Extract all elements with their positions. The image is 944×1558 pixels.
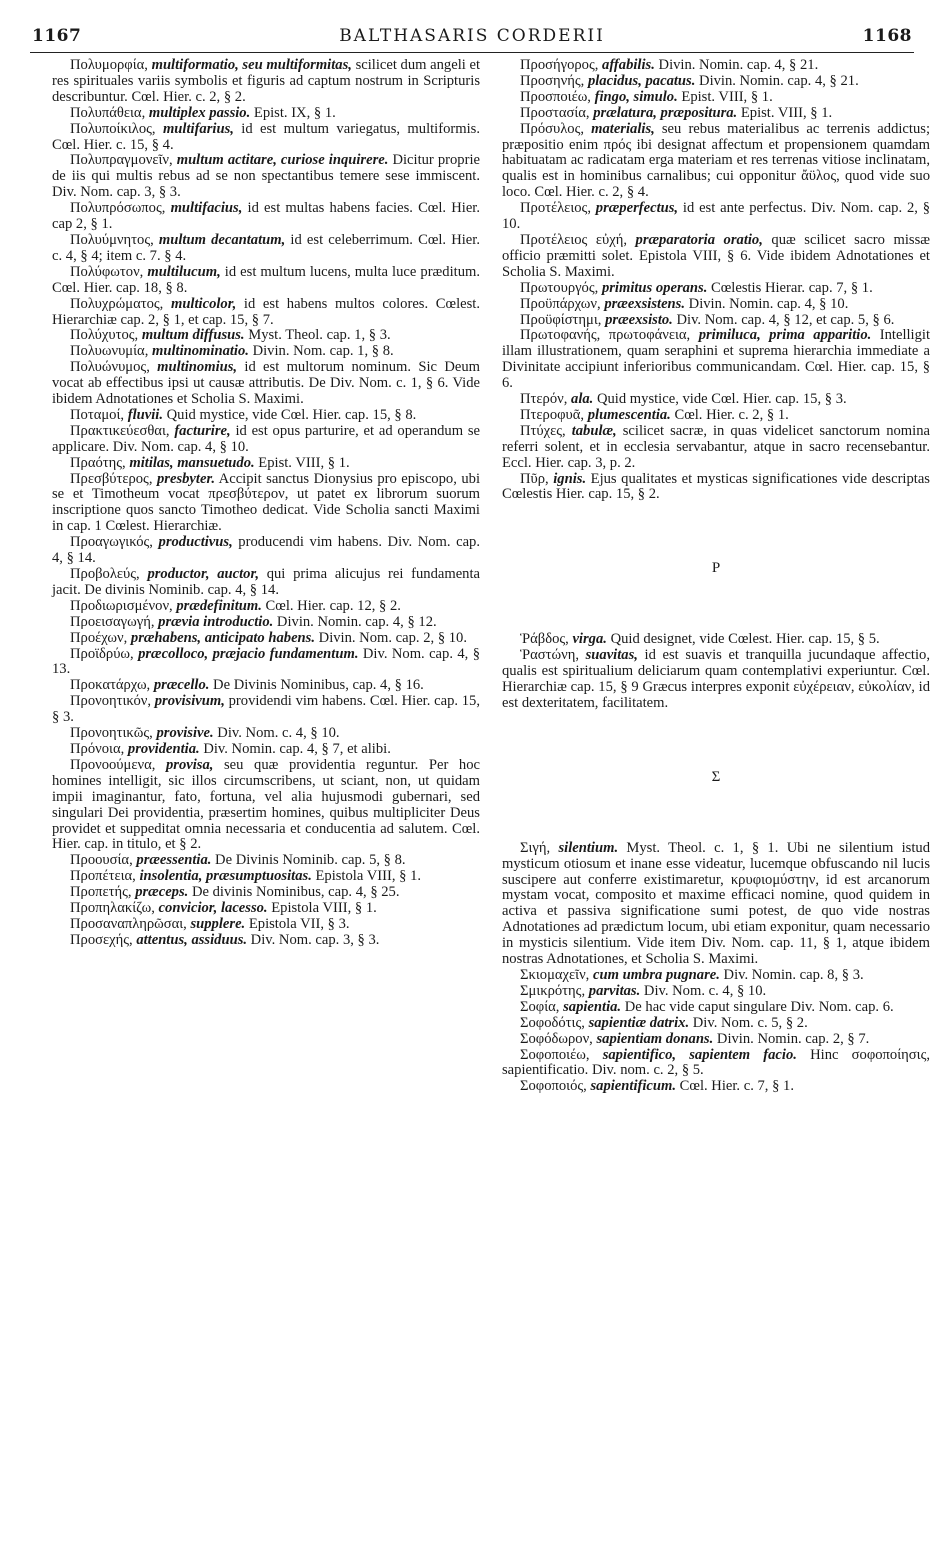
latin-gloss: sapientifico, sapientem facio. <box>602 1046 797 1063</box>
dictionary-entry <box>52 233 480 265</box>
latin-gloss: primitus operans. <box>601 279 708 296</box>
dictionary-entry <box>52 472 480 536</box>
greek-headword: Προστασία, <box>520 104 590 121</box>
section-spacer <box>502 503 930 561</box>
entry-text: Divin. Nomin. cap. 4, § 12. <box>273 613 437 630</box>
latin-gloss: fingo, simulo. <box>594 88 678 105</box>
entry-text: Div. Nom. c. 4, § 10. <box>213 725 340 742</box>
latin-gloss: multiplex passio. <box>148 104 251 121</box>
greek-headword: Προουσία, <box>70 852 133 869</box>
greek-headword: Πραότης, <box>70 454 126 471</box>
latin-gloss: prævia introductio. <box>158 613 274 630</box>
greek-headword: Προσηνής, <box>520 72 585 89</box>
latin-gloss: silentium. <box>558 839 619 856</box>
entry-text: Div. Nomin. cap. 4, § 7, et alibi. <box>199 740 391 757</box>
dictionary-entry <box>502 392 930 408</box>
greek-headword: Προνοητικόν, <box>70 693 152 710</box>
greek-headword: Πολυωνυμία, <box>70 343 149 360</box>
entry-text: Divin. Nom. cap. 1, § 8. <box>248 343 394 360</box>
latin-gloss: præexsistens. <box>604 295 685 312</box>
entry-text: Epist. VIII, § 1. <box>737 104 833 121</box>
entry-text: Myst. Theol. c. 1, § 1. Ubi ne silentium istud mysticum otiosum et inane esse videatur, lucemque obfuscando nil lucis suscipere aut conferre existimaretur, κρυφιομύστην, id est arcanorum mystam vocat, composito et maxime efficaci nomine, quod quidem in activa et passiva significatione sumi potest, de quo vide nostras Adnotationes ad prædictum locum, ubi etiam exponitur, quam necessario in mysticis silentium. Vide item Div. Nom. cap. 11, § 1, atque ibidem nostras Adnotationes, et Scholia S. Maximi. <box>502 839 931 968</box>
left-column <box>52 58 480 949</box>
greek-headword: Πολυπραγμονεῖν, <box>70 152 173 169</box>
entry-text: Quid designet, vide Cœlest. Hier. cap. 15, § 5. <box>606 631 880 648</box>
section-spacer <box>502 786 930 841</box>
greek-headword: Σοφόδωρον, <box>520 1030 593 1047</box>
dictionary-entry <box>502 201 930 233</box>
latin-gloss: attentus, assiduus. <box>136 931 248 948</box>
greek-headword: Προϋφίστημι, <box>520 311 602 328</box>
dictionary-entry <box>502 984 930 1000</box>
entry-text: Divin. Nomin. cap. 4, § 21. <box>654 57 819 73</box>
latin-gloss: supplere. <box>190 915 246 932</box>
greek-headword: Πρόσυλος, <box>520 120 585 137</box>
latin-gloss: providentia. <box>127 740 200 757</box>
entry-text: Quid mystice, vide Cœl. Hier. cap. 15, § 3. <box>593 391 847 408</box>
dictionary-entry <box>502 122 930 202</box>
latin-gloss: ignis. <box>553 470 587 487</box>
dictionary-entry <box>52 694 480 726</box>
dictionary-entry <box>502 297 930 313</box>
greek-headword: Προνοούμενα, <box>70 756 156 773</box>
latin-gloss: multifarius, <box>162 120 234 137</box>
latin-gloss: præceps. <box>135 884 189 901</box>
dictionary-entry <box>502 328 930 392</box>
dictionary-entry <box>52 106 480 122</box>
page-number-left: 1167 <box>32 26 82 46</box>
dictionary-entry <box>52 869 480 885</box>
entry-text: Divin. Nomin. cap. 4, § 10. <box>685 295 849 312</box>
dictionary-entry <box>52 647 480 679</box>
section-letter-rho: P <box>711 560 721 577</box>
dictionary-entry <box>502 1032 930 1048</box>
entry-text: Epistola VII, § 3. <box>245 915 350 932</box>
greek-headword: Προβολεύς, <box>70 566 140 582</box>
latin-gloss: præessentia. <box>136 852 212 869</box>
greek-headword: Πρωτοφανής, πρωτοφάνεια, <box>520 327 691 344</box>
entry-text: scilicet sacræ, in quas videlicet sanctorum nomina referri solent, et in ecclesia servabantur, atque in sacro recensebantur. Eccl. Hier. cap. 3, p. 2. <box>502 422 930 471</box>
entry-text: Div. Nom. c. 4, § 10. <box>640 982 767 999</box>
latin-gloss: præperfectus, <box>595 200 679 217</box>
entry-text: id est multum variegatus, multiformis. Cœl. Hier. c. 15, § 4. <box>52 120 480 153</box>
latin-gloss: præhabens, anticipato habens. <box>130 629 315 646</box>
greek-headword: Προπέτεια, <box>70 868 136 885</box>
latin-gloss: provisivum, <box>154 693 225 710</box>
entry-text: id est multorum nominum. Sic Deum vocat ab effectibus ipsi ut causæ attributis. De Div. Nom. c. 1, § 6. Vide ibidem Adnotationes et Scholia S. Maximi. <box>52 359 480 408</box>
greek-headword: Προϊδρύω, <box>70 645 134 662</box>
entry-text: id est multum lucens, multa luce præditum. Cœl. Hier. cap. 18, § 8. <box>52 263 480 296</box>
entry-text: Ejus qualitates et mysticas significationes vide descriptas Cœlestis Hier. cap. 15, § 2. <box>502 470 930 503</box>
latin-gloss: provisive. <box>156 725 214 742</box>
latin-gloss: multum decantatum, <box>158 231 286 248</box>
section-letter-sigma: Σ <box>711 768 721 785</box>
latin-gloss: primiluca, prima apparitio. <box>698 327 872 344</box>
entry-text: qui prima alicujus rei fundamenta jacit. De divinis Nominib. cap. 4, § 14. <box>52 566 480 598</box>
greek-headword: Προπετής, <box>70 884 132 901</box>
greek-headword: Σοφοποιός, <box>520 1078 587 1095</box>
right-column-entries <box>502 58 930 503</box>
entry-text: De hac vide caput singulare Div. Nom. cap. 6. <box>621 998 894 1015</box>
latin-gloss: presbyter. <box>157 470 215 487</box>
dictionary-entry <box>52 917 480 933</box>
dictionary-entry <box>52 599 480 615</box>
greek-headword: Προτέλειος εὐχή, <box>520 231 627 248</box>
entry-text: Quid mystice, vide Cœl. Hier. cap. 15, § 8. <box>162 406 417 423</box>
greek-headword: Πολυπάθεια, <box>70 104 146 121</box>
entry-text: Div. Nom. cap. 3, § 3. <box>247 931 380 948</box>
dictionary-entry <box>52 615 480 631</box>
greek-headword: Ῥάβδος, <box>520 631 569 648</box>
entry-text: De divinis Nominibus, cap. 4, § 25. <box>188 884 400 901</box>
dictionary-entry <box>52 742 480 758</box>
greek-headword: Πολυώνυμος, <box>70 359 150 376</box>
entry-text: Divin. Nom. cap. 2, § 10. <box>315 629 468 646</box>
latin-gloss: præcolloco, præjacio fundamentum. <box>138 645 359 662</box>
latin-gloss: suavitas, <box>585 647 638 664</box>
entry-text: producendi vim habens. Div. Nom. cap. 4, § 14. <box>52 534 480 567</box>
greek-headword: Προέχων, <box>70 629 128 646</box>
greek-headword: Πρεσβύτερος, <box>70 470 153 487</box>
entry-text: Myst. Theol. cap. 1, § 3. <box>244 327 391 344</box>
dictionary-entry <box>52 901 480 917</box>
greek-headword: Προπηλακίζω, <box>70 900 155 917</box>
greek-headword: Προδιωρισμένον, <box>70 597 173 614</box>
running-header <box>30 22 914 52</box>
section-spacer <box>502 577 930 632</box>
entry-text: Accipit sanctus Dionysius pro episcopo, ubi se et Timotheum vocat πρεσβύτερον, ut patet ex librorum suorum inscriptione quos sancto Timotheo dedicat. Vide Scholia sancti Maximi in cap. 1 Cœlest. Hierarchiæ. <box>52 470 481 535</box>
dictionary-entry <box>502 968 930 984</box>
latin-gloss: ala. <box>571 391 594 408</box>
greek-headword: Πολύχυτος, <box>70 327 139 344</box>
sigma-entries <box>502 841 930 1096</box>
entry-text: Div. Nomin. cap. 8, § 3. <box>719 966 864 983</box>
dictionary-entry <box>52 122 480 154</box>
entry-text: Div. Nom. c. 5, § 2. <box>689 1014 808 1031</box>
greek-headword: Πτεροφυᾶ, <box>520 406 585 423</box>
dictionary-entry <box>52 933 480 949</box>
entry-text: Dicitur proprie de iis qui multis rebus ad se non spectantibus temere sese immiscent. Div. Nom. cap. 3, § 3. <box>52 152 480 201</box>
dictionary-entry <box>502 648 930 712</box>
entry-text: id est multas habens facies. Cœl. Hier. cap 2, § 1. <box>52 200 481 233</box>
section-spacer <box>502 712 930 770</box>
rho-entries <box>502 632 930 712</box>
latin-gloss: productor, auctor, <box>147 566 259 582</box>
greek-headword: Προϋπάρχων, <box>520 295 601 312</box>
entry-text: Divin. Nomin. cap. 4, § 21. <box>695 72 859 89</box>
greek-headword: Προσαναπληρῶσαι, <box>70 915 187 932</box>
entry-text: Div. Nom. cap. 4, § 12, et cap. 5, § 6. <box>672 311 895 328</box>
latin-gloss: multinominatio. <box>152 343 249 360</box>
latin-gloss: productivus, <box>158 534 233 551</box>
latin-gloss: sapientificum. <box>590 1078 677 1095</box>
dictionary-entry <box>502 106 930 122</box>
entry-text: De Divinis Nominib. cap. 5, § 8. <box>211 852 406 869</box>
latin-gloss: præcello. <box>153 677 210 694</box>
entry-text: providendi vim habens. Cœl. Hier. cap. 15, § 3. <box>52 693 480 726</box>
entry-text: Cœl. Hier. c. 2, § 1. <box>670 406 789 423</box>
greek-headword: Προαγωγικός, <box>70 534 153 551</box>
dictionary-entry <box>52 360 480 408</box>
dictionary-entry <box>52 567 480 599</box>
greek-headword: Προτέλειος, <box>520 200 591 217</box>
dictionary-entry <box>52 678 480 694</box>
greek-headword: Πολυμορφία, <box>70 57 148 73</box>
greek-headword: Σοφία, <box>520 998 560 1015</box>
dictionary-entry <box>502 1079 930 1095</box>
latin-gloss: præexsisto. <box>605 311 673 328</box>
greek-headword: Προνοητικῶς, <box>70 725 153 742</box>
latin-gloss: multum diffusus. <box>141 327 245 344</box>
latin-gloss: cum umbra pugnare. <box>592 966 720 983</box>
dictionary-entry <box>502 632 930 648</box>
latin-gloss: materialis, <box>591 120 655 137</box>
latin-gloss: præparatoria oratio, <box>635 231 763 248</box>
greek-headword: Σοφοδότις, <box>520 1014 585 1031</box>
dictionary-entry <box>52 297 480 329</box>
greek-headword: Πολυχρώματος, <box>70 295 164 312</box>
dictionary-entry <box>52 726 480 742</box>
greek-headword: Σκιομαχεῖν, <box>520 966 590 983</box>
entry-text: seu rebus materialibus ac terrenis addictus; præpositio enim πρός ibi designat affectum et propensionem quamdam habituatam ac radicatam erga materiam et res terrenas vitiose inclinatam, qualis est in hominibus carnalibus; cui opponitur ἄϋλος, quod vide suo loco. Cœl. Hier. c. 2, § 4. <box>502 120 930 201</box>
right-column <box>502 58 930 1095</box>
entry-text: id est celeberrimum. Cœl. Hier. c. 4, § 4; item c. 7. § 4. <box>52 231 480 264</box>
latin-gloss: multilucum, <box>147 263 221 280</box>
dictionary-entry <box>52 58 480 106</box>
dictionary-entry <box>52 201 480 233</box>
dictionary-entry <box>502 281 930 297</box>
greek-headword: Πτερόν, <box>520 391 568 408</box>
dictionary-entry <box>502 424 930 472</box>
dictionary-entry <box>52 456 480 472</box>
latin-gloss: prælatura, præpositura. <box>593 104 738 121</box>
dictionary-entry <box>52 758 480 853</box>
entry-text: quæ scilicet sacro missæ officio præmitti solet. Epistola VIII, § 6. Vide ibidem Adnotationes et Scholia S. Maximi. <box>502 231 930 280</box>
latin-gloss: facturire, <box>174 422 231 439</box>
entry-text: id est opus parturire, et ad operandum se applicare. Div. Nom. cap. 4, § 10. <box>52 422 480 455</box>
latin-gloss: placidus, pacatus. <box>587 72 696 89</box>
dictionary-entry <box>52 424 480 456</box>
latin-gloss: plumescentia. <box>587 406 671 423</box>
greek-headword: Πολυποίκιλος, <box>70 120 156 137</box>
dictionary-entry <box>52 853 480 869</box>
greek-headword: Προκατάρχω, <box>70 677 151 694</box>
entry-text: Epist. IX, § 1. <box>250 104 336 121</box>
entry-text: Epist. VIII, § 1. <box>677 88 773 105</box>
page-number-right: 1168 <box>862 26 912 46</box>
entry-text: Cœl. Hier. cap. 12, § 2. <box>261 597 401 614</box>
running-title: BALTHASARIS CORDERII <box>339 26 605 46</box>
latin-gloss: multum actitare, curiose inquirere. <box>176 152 389 169</box>
latin-gloss: parvitas. <box>588 982 641 999</box>
greek-headword: Πτύχες, <box>520 422 566 439</box>
entry-text: Intelligit illam illustrationem, quam seraphini et suprema hierarchia immediate a Divinitate accipiunt inferioribus communicandam. Cœl. Hier. cap. 15, § 6. <box>502 327 931 392</box>
latin-gloss: convicior, lacesso. <box>158 900 268 917</box>
greek-headword: Ποταμοί, <box>70 406 125 423</box>
entry-text: id est habens multos colores. Cœlest. Hierarchiæ cap. 2, § 1, et cap. 15, § 7. <box>52 295 480 328</box>
latin-gloss: insolentia, præsumptuositas. <box>139 868 312 885</box>
entry-text: id est ante perfectus. Div. Nom. cap. 2, § 10. <box>502 200 931 233</box>
entry-text: Hinc σοφοποίησις, sapientificatio. Div. nom. c. 2, § 5. <box>502 1046 930 1079</box>
dictionary-entry <box>502 90 930 106</box>
latin-gloss: provisa, <box>165 756 214 773</box>
latin-gloss: sapientiam donans. <box>596 1030 714 1047</box>
greek-headword: Πρακτικεύεσθαι, <box>70 422 170 439</box>
dictionary-entry <box>502 1000 930 1016</box>
latin-gloss: multiformatio, seu multiformitas, <box>151 57 352 73</box>
greek-headword: Προσήγορος, <box>520 57 599 73</box>
dictionary-entry <box>52 631 480 647</box>
entry-text: Epist. VIII, § 1. <box>254 454 350 471</box>
dictionary-entry <box>502 313 930 329</box>
greek-headword: Σιγή, <box>520 839 551 856</box>
header-rule <box>30 52 914 53</box>
dictionary-entry <box>502 408 930 424</box>
greek-headword: Προεισαγωγή, <box>70 613 155 630</box>
dictionary-entry <box>52 265 480 297</box>
greek-headword: Ῥαστώνη, <box>520 647 579 664</box>
entry-text: Divin. Nomin. cap. 2, § 7. <box>713 1030 870 1047</box>
dictionary-entry <box>502 1048 930 1080</box>
greek-headword: Προσεχής, <box>70 931 133 948</box>
dictionary-entry <box>52 885 480 901</box>
greek-headword: Πολυπρόσωπος, <box>70 200 166 217</box>
latin-gloss: mitilas, mansuetudo. <box>129 454 255 471</box>
dictionary-entry <box>52 328 480 344</box>
greek-headword: Πολυύμνητος, <box>70 231 154 248</box>
dictionary-entry <box>52 153 480 201</box>
dictionary-entry <box>502 58 930 74</box>
dictionary-entry <box>52 535 480 567</box>
entry-text: De Divinis Nominibus, cap. 4, § 16. <box>209 677 424 694</box>
entry-text: Cœl. Hier. c. 7, § 1. <box>676 1078 794 1095</box>
entry-text: scilicet dum angeli et res spirituales variis symbolis et figuris ad captum nostrum in Scripturis describuntur. Cœl. Hier. c. 2, § 2. <box>52 57 481 105</box>
entry-text: Epistola VIII, § 1. <box>267 900 377 917</box>
dictionary-entry <box>502 74 930 90</box>
dictionary-entry <box>502 1016 930 1032</box>
greek-headword: Πρωτουργός, <box>520 279 599 296</box>
latin-gloss: fluvii. <box>127 406 163 423</box>
latin-gloss: multinomius, <box>157 359 238 376</box>
latin-gloss: sapientiæ datrix. <box>588 1014 690 1031</box>
greek-headword: Πολύφωτον, <box>70 263 144 280</box>
entry-text: Epistola VIII, § 1. <box>311 868 422 885</box>
dictionary-entry <box>52 344 480 360</box>
entry-text: Div. Nom. cap. 4, § 13. <box>52 645 480 678</box>
latin-gloss: multifacius, <box>170 200 243 217</box>
latin-gloss: virga. <box>572 631 607 648</box>
latin-gloss: multicolor, <box>170 295 237 312</box>
latin-gloss: prædefinitum. <box>176 597 262 614</box>
entry-text: Cœlestis Hierar. cap. 7, § 1. <box>707 279 873 296</box>
dictionary-entry <box>52 408 480 424</box>
dictionary-entry <box>502 841 930 968</box>
dictionary-entry <box>502 233 930 281</box>
latin-gloss: affabilis. <box>602 57 655 73</box>
latin-gloss: sapientia. <box>563 998 622 1015</box>
greek-headword: Πῦρ, <box>520 470 549 487</box>
entry-text: id est suavis et tranquilla jucundaque affectio, qualis est spiritualium deliciarum quam contemplativi experiuntur. Cœl. Hierarchiæ cap. 15, § 9 Græcus interpres exponit εὐχέρειαν, εὐκολίαν, id est dexteritatem, facilitatem. <box>502 647 930 711</box>
greek-headword: Πρόνοια, <box>70 740 125 757</box>
greek-headword: Σμικρότης, <box>520 982 586 999</box>
entry-text: seu quæ providentia reguntur. Per hoc homines intelligit, sic illos circumscribens, ut sciant, non, ut quidam impii imaginantur, fato, fortuna, vel alia hujusmodi gubernari, sed singulari Dei providentia, præsertim homines, quibus multipliciter Deus providet et suppeditat omnia necessaria et conducentia ad salutem. Cœl. Hier. cap. in titulo, et § 2. <box>52 756 480 853</box>
greek-headword: Προσποιέω, <box>520 88 591 105</box>
greek-headword: Σοφοποιέω, <box>520 1046 590 1063</box>
dictionary-entry <box>502 472 930 504</box>
latin-gloss: tabulæ, <box>571 422 617 439</box>
